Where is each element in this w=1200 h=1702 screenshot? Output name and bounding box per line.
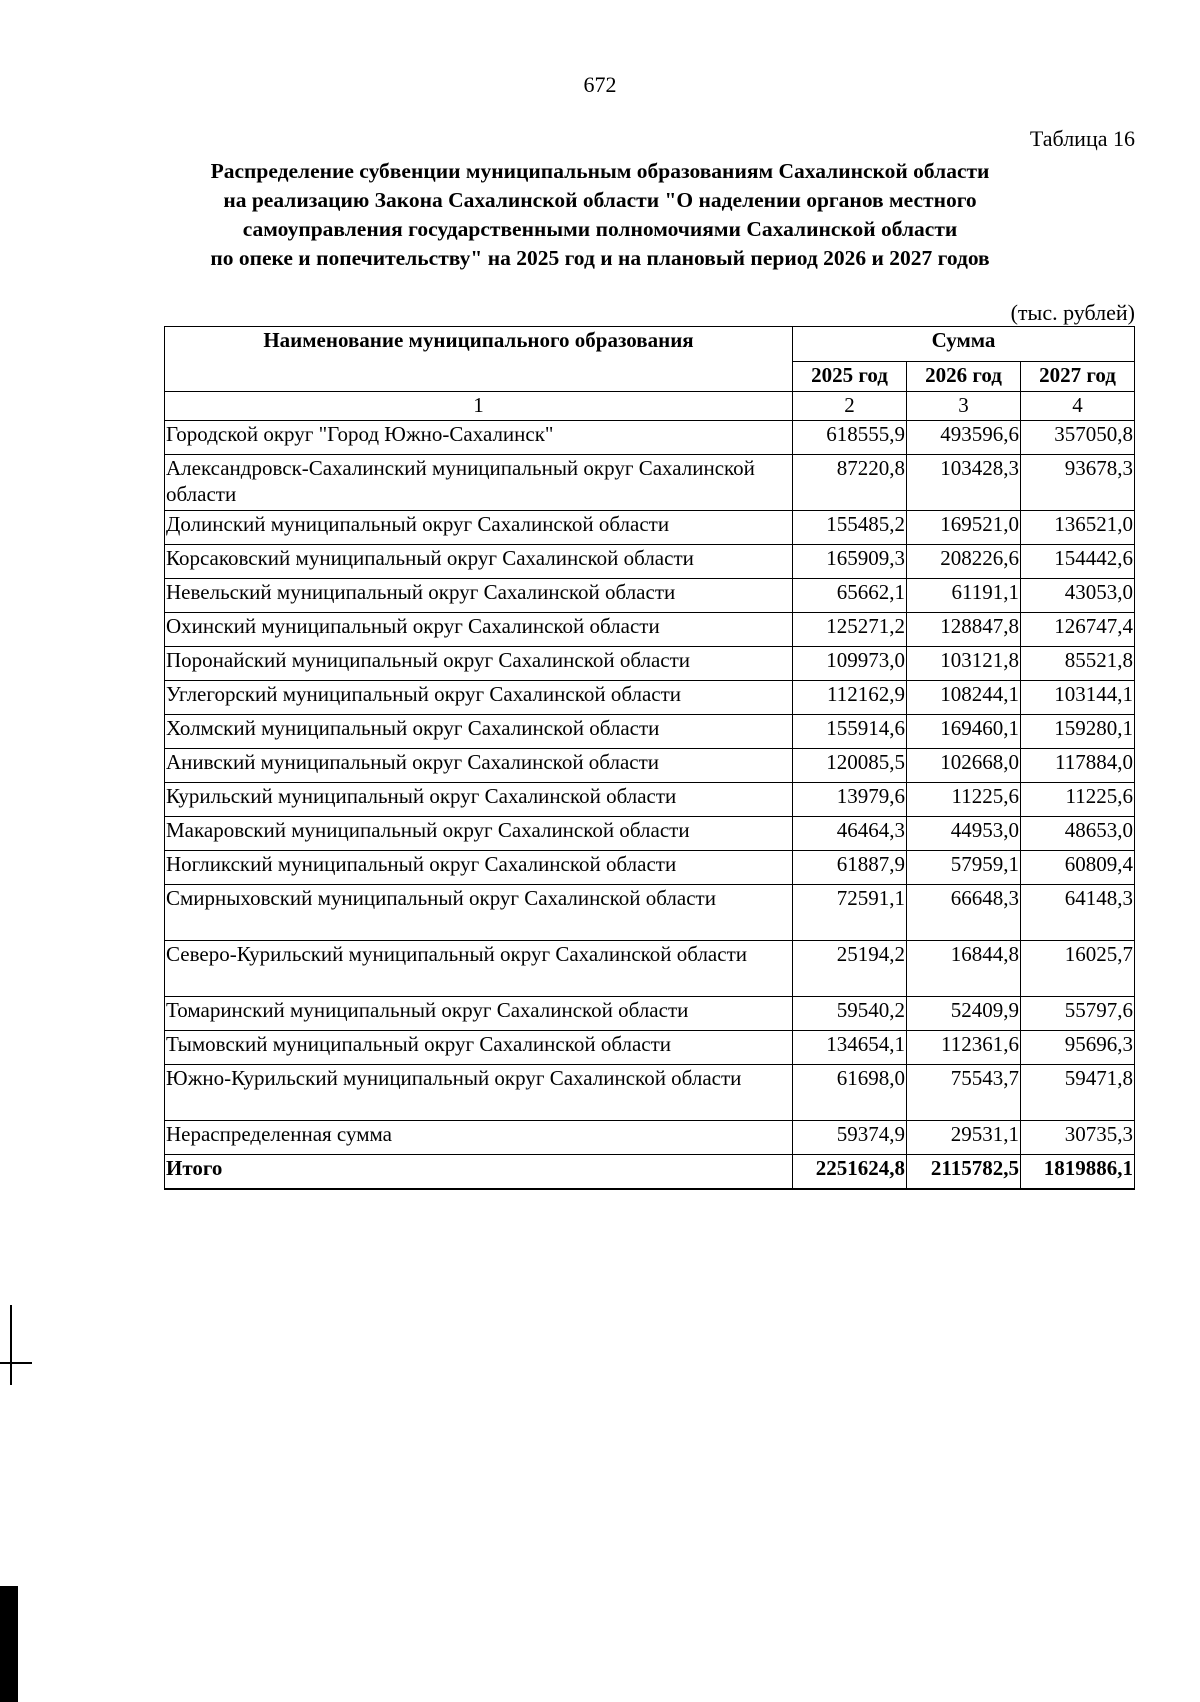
table-row [165, 997, 1135, 1031]
amount-2027: 48653,0 [1021, 817, 1135, 851]
amount-2027: 117884,0 [1021, 749, 1135, 783]
amount-2026: 102668,0 [907, 749, 1021, 783]
amount-2027: 126747,4 [1021, 613, 1135, 647]
amount-2025: 618555,9 [793, 421, 907, 455]
amount-2025: 165909,3 [793, 545, 907, 579]
total-2025: 2251624,8 [793, 1155, 907, 1190]
table-row [165, 647, 1135, 681]
column-number-row [165, 392, 1135, 421]
table-row [165, 681, 1135, 715]
table-row [165, 455, 1135, 511]
units-label: (тыс. рублей) [1010, 300, 1135, 325]
amount-2025: 59374,9 [793, 1121, 907, 1155]
total-label: Итого [165, 1155, 793, 1190]
amount-2025: 87220,8 [793, 455, 907, 511]
amount-2026: 103428,3 [907, 455, 1021, 511]
column-number: 3 [907, 392, 1021, 421]
municipality-name: Невельский муниципальный округ Сахалинской области [165, 579, 793, 613]
table-row [165, 613, 1135, 647]
municipality-name: Нераспределенная сумма [165, 1121, 793, 1155]
municipality-name: Тымовский муниципальный округ Сахалинской области [165, 1031, 793, 1065]
title-line: на реализацию Закона Сахалинской области "О наделении органов местного [223, 188, 977, 212]
amount-2027: 30735,3 [1021, 1121, 1135, 1155]
amount-2027: 85521,8 [1021, 647, 1135, 681]
title-line: самоуправления государственными полномочиями Сахалинской области [242, 217, 958, 241]
total-row [165, 1155, 1135, 1190]
table-row [165, 421, 1135, 455]
header-year-2025: 2025 год [793, 362, 907, 392]
amount-2027: 159280,1 [1021, 715, 1135, 749]
table-row [165, 1065, 1135, 1121]
municipality-name: Северо-Курильский муниципальный округ Сахалинской области [165, 941, 793, 997]
title-line: Распределение субвенции муниципальным образованиям Сахалинской области [210, 159, 990, 183]
amount-2025: 46464,3 [793, 817, 907, 851]
amount-2026: 112361,6 [907, 1031, 1021, 1065]
amount-2025: 155485,2 [793, 511, 907, 545]
municipality-name: Городской округ "Город Южно-Сахалинск" [165, 421, 793, 455]
amount-2027: 154442,6 [1021, 545, 1135, 579]
amount-2025: 125271,2 [793, 613, 907, 647]
table-row [165, 783, 1135, 817]
total-2027: 1819886,1 [1021, 1155, 1135, 1190]
table-row [165, 885, 1135, 941]
amount-2027: 16025,7 [1021, 941, 1135, 997]
municipality-name: Поронайский муниципальный округ Сахалинской области [165, 647, 793, 681]
amount-2026: 169521,0 [907, 511, 1021, 545]
table-row [165, 579, 1135, 613]
amount-2027: 60809,4 [1021, 851, 1135, 885]
municipality-name: Долинский муниципальный округ Сахалинской области [165, 511, 793, 545]
municipality-name: Макаровский муниципальный округ Сахалинской области [165, 817, 793, 851]
column-number: 4 [1021, 392, 1135, 421]
amount-2027: 93678,3 [1021, 455, 1135, 511]
amount-2025: 25194,2 [793, 941, 907, 997]
table-row [165, 941, 1135, 997]
amount-2025: 109973,0 [793, 647, 907, 681]
municipality-name: Анивский муниципальный округ Сахалинской области [165, 749, 793, 783]
amount-2026: 108244,1 [907, 681, 1021, 715]
amount-2025: 61887,9 [793, 851, 907, 885]
amount-2026: 66648,3 [907, 885, 1021, 941]
table-row [165, 1121, 1135, 1155]
amount-2026: 103121,8 [907, 647, 1021, 681]
amount-2027: 64148,3 [1021, 885, 1135, 941]
table-row [165, 511, 1135, 545]
amount-2027: 55797,6 [1021, 997, 1135, 1031]
column-number: 2 [793, 392, 907, 421]
amount-2025: 134654,1 [793, 1031, 907, 1065]
municipality-name: Александровск-Сахалинский муниципальный округ Сахалинской области [165, 455, 793, 511]
amount-2027: 103144,1 [1021, 681, 1135, 715]
municipality-name: Курильский муниципальный округ Сахалинской области [165, 783, 793, 817]
table-row [165, 851, 1135, 885]
amount-2026: 57959,1 [907, 851, 1021, 885]
header-name-column: Наименование муниципального образования [165, 327, 793, 392]
column-number: 1 [165, 392, 793, 421]
total-2026: 2115782,5 [907, 1155, 1021, 1190]
amount-2026: 128847,8 [907, 613, 1021, 647]
amount-2025: 72591,1 [793, 885, 907, 941]
amount-2026: 493596,6 [907, 421, 1021, 455]
title-line: по опеке и попечительству" на 2025 год и на плановый период 2026 и 2027 годов [210, 246, 990, 270]
table-row [165, 715, 1135, 749]
municipality-name: Корсаковский муниципальный округ Сахалинской области [165, 545, 793, 579]
scan-edge-bar [0, 1586, 18, 1702]
amount-2025: 61698,0 [793, 1065, 907, 1121]
amount-2026: 11225,6 [907, 783, 1021, 817]
table-row [165, 749, 1135, 783]
amount-2025: 59540,2 [793, 997, 907, 1031]
amount-2026: 52409,9 [907, 997, 1021, 1031]
table-row [165, 817, 1135, 851]
table-row [165, 545, 1135, 579]
amount-2025: 13979,6 [793, 783, 907, 817]
scan-edge-mark [0, 1362, 32, 1364]
amount-2025: 65662,1 [793, 579, 907, 613]
municipality-name: Смирныховский муниципальный округ Сахалинской области [165, 885, 793, 941]
amount-2027: 136521,0 [1021, 511, 1135, 545]
municipality-name: Южно-Курильский муниципальный округ Сахалинской области [165, 1065, 793, 1121]
header-year-2026: 2026 год [907, 362, 1021, 392]
municipality-name: Ногликский муниципальный округ Сахалинской области [165, 851, 793, 885]
amount-2027: 59471,8 [1021, 1065, 1135, 1121]
document-title [150, 157, 1050, 273]
amount-2026: 75543,7 [907, 1065, 1021, 1121]
amount-2026: 208226,6 [907, 545, 1021, 579]
amount-2026: 169460,1 [907, 715, 1021, 749]
municipality-name: Охинский муниципальный округ Сахалинской области [165, 613, 793, 647]
table-row [165, 1031, 1135, 1065]
amount-2026: 29531,1 [907, 1121, 1021, 1155]
page-number: 672 [583, 72, 617, 97]
amount-2025: 112162,9 [793, 681, 907, 715]
amount-2025: 155914,6 [793, 715, 907, 749]
header-sum-group: Сумма [793, 327, 1135, 362]
amount-2026: 16844,8 [907, 941, 1021, 997]
scan-edge-mark [10, 1305, 12, 1385]
amount-2027: 357050,8 [1021, 421, 1135, 455]
municipality-name: Томаринский муниципальный округ Сахалинской области [165, 997, 793, 1031]
amount-2026: 61191,1 [907, 579, 1021, 613]
subvention-table [164, 326, 1135, 1190]
amount-2027: 95696,3 [1021, 1031, 1135, 1065]
municipality-name: Холмский муниципальный округ Сахалинской области [165, 715, 793, 749]
amount-2027: 43053,0 [1021, 579, 1135, 613]
amount-2026: 44953,0 [907, 817, 1021, 851]
amount-2027: 11225,6 [1021, 783, 1135, 817]
table-label: Таблица 16 [1029, 126, 1135, 151]
municipality-name: Углегорский муниципальный округ Сахалинской области [165, 681, 793, 715]
amount-2025: 120085,5 [793, 749, 907, 783]
header-year-2027: 2027 год [1021, 362, 1135, 392]
